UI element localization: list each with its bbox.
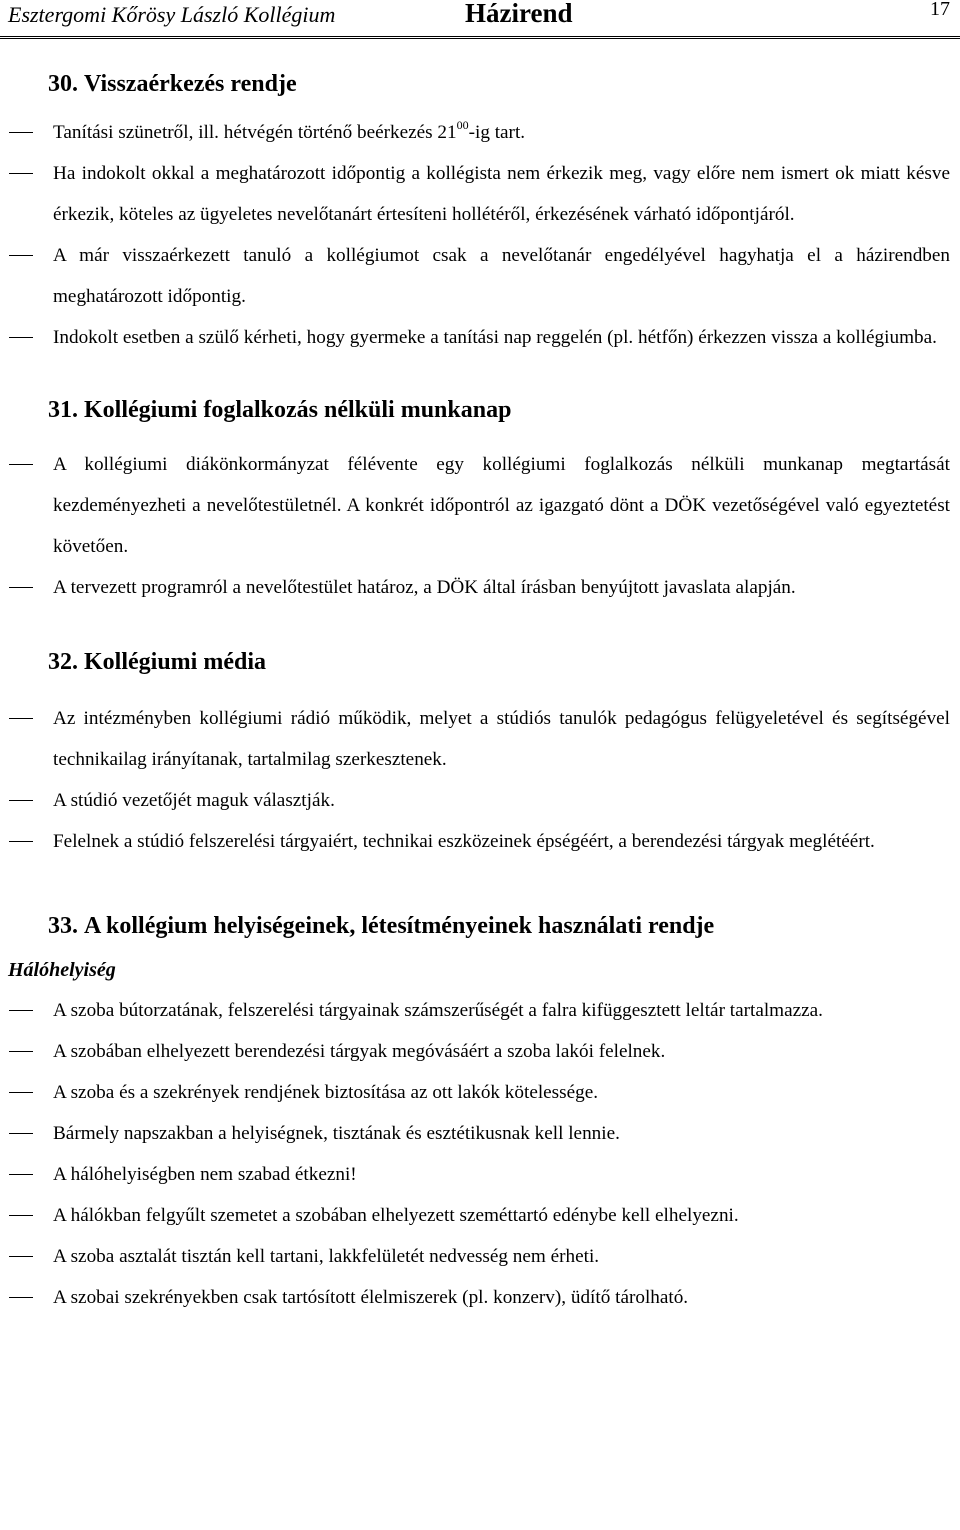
list-item: A szoba és a szekrények rendjének biztosítása az ott lakók kötelessége. (0, 1072, 960, 1113)
list-item: A tervezett programról a nevelőtestület határoz, a DÖK által írásban benyújtott javaslata alapján. (0, 567, 960, 608)
list-item: Indokolt esetben a szülő kérheti, hogy gyermeke a tanítási nap reggelén (pl. hétfőn) érkezzen vissza a kollégiumba. (0, 317, 960, 358)
section-number: 32. (48, 649, 78, 675)
list-item: A hálóhelyiségben nem szabad étkezni! (0, 1154, 960, 1195)
list-item: A kollégiumi diákönkormányzat félévente egy kollégiumi foglalkozás nélküli munkanap megtartását kezdeményezheti a nevelőtestületnél. A konkrét időpontról az igazgató dönt a DÖK vezetőségével való egyeztetést követően. (0, 444, 960, 567)
section-33-heading (48, 902, 960, 950)
list-item: A szobai szekrényekben csak tartósított élelmiszerek (pl. konzerv), üdítő tárolható. (0, 1277, 960, 1318)
section-title: A kollégium helyiségeinek, létesítményeinek használati rendje (84, 913, 715, 939)
school-name: Esztergomi Kőrösy László Kollégium (8, 2, 336, 27)
list-item: Bármely napszakban a helyiségnek, tisztának és esztétikusnak kell lennie. (0, 1113, 960, 1154)
section-33-list (0, 990, 960, 1318)
list-item: A már visszaérkezett tanuló a kollégiumot csak a nevelőtanár engedélyével hagyhatja el a házirendben meghatározott időpontig. (0, 235, 960, 317)
list-item: A hálókban felgyűlt szemetet a szobában elhelyezett szeméttartó edénybe kell elhelyezni. (0, 1195, 960, 1236)
subheading: Hálóhelyiség (8, 959, 116, 981)
list-item-text: -ig tart. (468, 122, 526, 143)
document-body (0, 60, 960, 1318)
section-number: 31. (48, 397, 78, 423)
list-item: A szoba asztalát tisztán kell tartani, lakkfelületét nedvesség nem érheti. (0, 1236, 960, 1277)
page-header (0, 0, 960, 39)
superscript: 00 (456, 117, 469, 132)
document-title: Házirend (465, 0, 573, 28)
section-30-heading (48, 60, 960, 108)
list-item: Az intézményben kollégiumi rádió működik, melyet a stúdiós tanulók pedagógus felügyeletével és segítségével technikailag irányítanak, tartalmilag szerkesztenek. (0, 698, 960, 780)
section-31-heading (48, 386, 960, 434)
section-31-list (0, 444, 960, 608)
list-item: Felelnek a stúdió felszerelési tárgyaiért, technikai eszközeinek épségéért, a berendezési tárgyak meglétéért. (0, 821, 960, 862)
section-number: 33. (48, 913, 78, 939)
list-item: Ha indokolt okkal a meghatározott időpontig a kollégista nem érkezik meg, vagy előre nem ismert ok miatt késve érkezik, köteles az ügyeletes nevelőtanárt értesíteni hollétéről, érkezésének várható időpontjáról. (0, 153, 960, 235)
section-title: Kollégiumi média (84, 649, 266, 675)
section-title: Kollégiumi foglalkozás nélküli munkanap (84, 397, 512, 423)
section-title: Visszaérkezés rendje (84, 71, 297, 97)
section-30-list (0, 112, 960, 358)
section-32-list (0, 698, 960, 862)
section-32-heading (48, 638, 960, 686)
list-item: A szoba bútorzatának, felszerelési tárgyainak számszerűségét a falra kifüggesztett leltár tartalmazza. (0, 990, 960, 1031)
list-item (0, 112, 960, 153)
list-item: A stúdió vezetőjét maguk választják. (0, 780, 960, 821)
list-item: A szobában elhelyezett berendezési tárgyak megóvásáért a szoba lakói felelnek. (0, 1031, 960, 1072)
section-number: 30. (48, 71, 78, 97)
page-number: 17 (930, 0, 950, 20)
list-item-text: Tanítási szünetről, ill. hétvégén történő beérkezés 21 (53, 122, 457, 143)
